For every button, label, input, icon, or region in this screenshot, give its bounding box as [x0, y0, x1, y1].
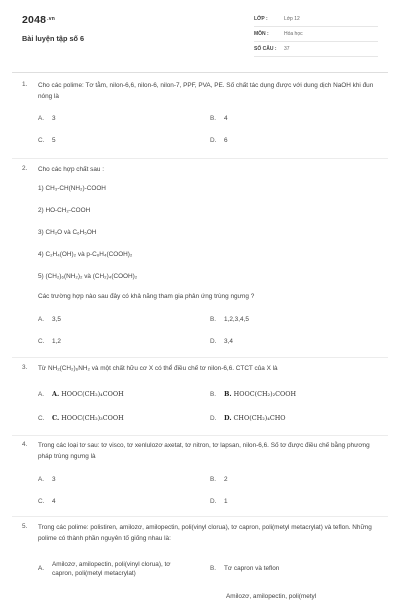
question-number: 1.: [22, 81, 28, 88]
option-value: 3,5: [52, 316, 61, 323]
option-label: C.: [38, 338, 45, 345]
option-a[interactable]: [38, 390, 124, 398]
question-divider: [12, 158, 388, 159]
option-label: A.: [38, 476, 45, 483]
option-label: B.: [210, 565, 217, 572]
compound-line-5: 5) (CH₂)₆(NH₂)₂ và (CH₂)₄(COOH)₂: [38, 273, 138, 280]
option-label: C.: [38, 137, 45, 144]
question-5: [22, 523, 382, 600]
option-d[interactable]: [210, 498, 228, 505]
option-letter: C.: [52, 414, 60, 422]
option-value: HOOC(CH₂)₄COOH: [61, 390, 124, 398]
option-letter: A.: [52, 390, 60, 398]
meta-subject: [254, 29, 378, 42]
option-a-value: Amilozơ, amilopectin, poli(vinyl clorua), tơ capron, poli(metyl metacrylat): [52, 561, 171, 577]
option-letter: B.: [224, 390, 232, 398]
option-a[interactable]: [38, 316, 61, 323]
option-value: HOOC(CH₂)₃COOH: [61, 414, 124, 422]
meta-label: MÔN :: [254, 31, 269, 37]
meta-class: [254, 14, 378, 27]
meta-value: 37: [284, 46, 290, 52]
option-b[interactable]: [210, 115, 228, 122]
option-value: 4: [224, 115, 228, 122]
option-c[interactable]: [38, 338, 61, 345]
option-value: CHO(CH₂)₄CHO: [233, 414, 286, 422]
question-text: Trong các loại tơ sau: tơ visco, tơ xenlulozơ axetat, tơ nitron, tơ lapsan, nilon-6,6. Số tơ được điều chế bằng phương pháp trùng ngưng là: [38, 442, 370, 460]
option-value: 3: [52, 476, 56, 483]
option-c-partial[interactable]: Amilozơ, amilopectin, poli(metyl: [226, 593, 317, 600]
option-c[interactable]: [38, 498, 56, 505]
option-label: A.: [38, 115, 45, 122]
option-b[interactable]: [210, 316, 249, 323]
brand-text: 2048: [22, 14, 47, 26]
question-text: Từ NH₂(CH₂)₆NH₂ và một chất hữu cơ X có thể điều chế tơ nilon-6,6. CTCT của X là: [38, 365, 278, 372]
option-label: B.: [210, 391, 217, 398]
option-letter: D.: [224, 414, 232, 422]
meta-value: Hóa học: [284, 31, 303, 37]
question-tail: Các trường hợp nào sau đây có khả năng tham gia phản ứng trùng ngưng ?: [38, 293, 255, 300]
option-label: D.: [210, 137, 217, 144]
question-divider: [12, 357, 388, 358]
option-value: HOOC(CH₂)₂COOH: [233, 390, 297, 398]
option-value: 1: [224, 498, 228, 505]
question-divider: [12, 516, 388, 517]
option-label: C.: [38, 498, 45, 505]
page-title: Bài luyện tập số 6: [22, 34, 85, 43]
question-1: [22, 81, 382, 151]
option-d[interactable]: [210, 137, 228, 144]
compound-line-4: 4) C₂H₄(OH)₂ và p-C₆H₄(COOH)₂: [38, 251, 133, 258]
option-d[interactable]: [210, 414, 286, 422]
option-c[interactable]: [38, 414, 124, 422]
option-label: D.: [210, 338, 217, 345]
compound-line-1: 1) CH₃-CH(NH₂)-COOH: [38, 185, 106, 192]
option-label: A.: [38, 316, 45, 323]
question-4: [22, 441, 382, 509]
option-b[interactable]: [210, 476, 228, 483]
question-text: Trong các polime: polistiren, amilozơ, amilopectin, poli(vinyl clorua), tơ capron, poli(metyl metacrylat) và teflon. Những polime có thành phần nguyên tố giống nhau là:: [38, 524, 372, 542]
option-d[interactable]: [210, 338, 233, 345]
option-value: Tơ capron và teflon: [224, 565, 280, 572]
option-label: B.: [210, 115, 217, 122]
option-c[interactable]: [38, 137, 56, 144]
question-2: [22, 165, 382, 350]
option-value: 1,2: [52, 338, 61, 345]
site-logo[interactable]: [22, 14, 55, 26]
compound-line-3: 3) CH₂O và C₆H₅OH: [38, 229, 97, 236]
option-b[interactable]: [210, 565, 279, 572]
header-divider: [12, 72, 388, 73]
option-value: 3,4: [224, 338, 233, 345]
option-value: 6: [224, 137, 228, 144]
meta-value: Lớp 12: [284, 16, 300, 22]
question-number: 5.: [22, 523, 28, 530]
option-value: 4: [52, 498, 56, 505]
option-a[interactable]: [38, 115, 56, 122]
option-label: C.: [38, 415, 45, 422]
question-text: Cho các hợp chất sau :: [38, 166, 105, 173]
brand-suffix: .vn: [47, 16, 55, 22]
option-value: 2: [224, 476, 228, 483]
option-a-label[interactable]: A.: [38, 565, 45, 572]
meta-label: LỚP :: [254, 16, 268, 22]
option-value: 3: [52, 115, 56, 122]
question-number: 3.: [22, 364, 28, 371]
compound-line-2: 2) HO-CH₂-COOH: [38, 207, 91, 214]
option-label: A.: [38, 391, 45, 398]
question-text: Cho các polime: Tơ tằm, nilon-6,6, nilon-6, nilon-7, PPF, PVA, PE. Số chất tác dụng được với dung dịch NaOH khi đun nóng là: [38, 82, 374, 100]
question-number: 4.: [22, 441, 28, 448]
option-label: D.: [210, 498, 217, 505]
meta-label: SỐ CÂU :: [254, 46, 277, 52]
option-value: 1,2,3,4,5: [224, 316, 249, 323]
option-value: 5: [52, 137, 56, 144]
question-number: 2.: [22, 165, 28, 172]
option-a[interactable]: [38, 476, 56, 483]
option-b[interactable]: [210, 390, 296, 398]
meta-question-count: [254, 44, 378, 57]
question-divider: [12, 435, 388, 436]
option-label: B.: [210, 316, 217, 323]
option-label: D.: [210, 415, 217, 422]
question-3: [22, 364, 382, 428]
option-label: B.: [210, 476, 217, 483]
